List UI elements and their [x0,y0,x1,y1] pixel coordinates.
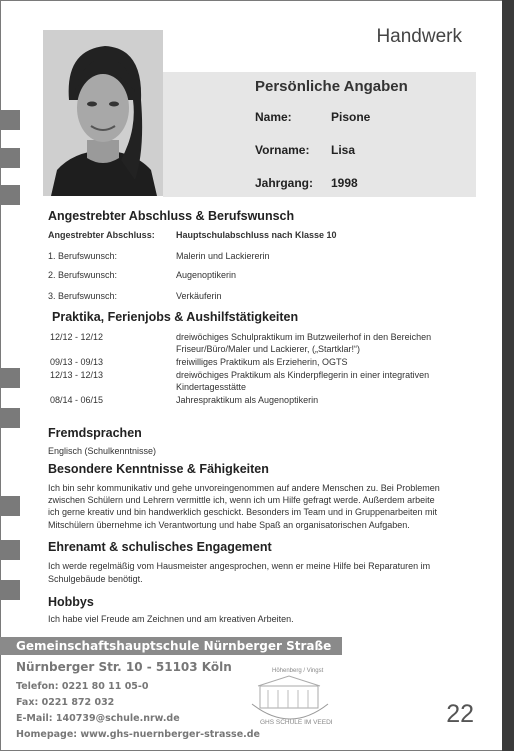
year-value: 1998 [331,176,358,190]
school-email[interactable]: E-Mail: 140739@schule.nrw.de [16,713,180,724]
edge-tab [0,496,20,516]
wish-label: 2. Berufswunsch: [48,270,118,280]
degree-label: Angestrebter Abschluss: [48,230,155,240]
category-title: Handwerk [376,26,462,47]
skills-title: Besondere Kenntnisse & Fähigkeiten [48,462,269,476]
edge-tab [0,185,20,205]
volunteer-title: Ehrenamt & schulisches Engagement [48,540,272,554]
skills-line: ich gerne kreativ und bin handwerklich geschickt. Besonders im Team und in Gruppenarbeiten mit [48,507,438,517]
wish-label: 3. Berufswunsch: [48,291,118,301]
logo-top-text: Höhenberg / Vingst [272,668,324,674]
volunteer-line: Schulgebäude benötigt. [48,574,143,584]
skills-line: zwischen Schülern und Lehrern vermittle ich, wenn ich um Hilfe gefragt werde. Außerdem arbeite [48,495,435,505]
year-label: Jahrgang: [255,176,314,190]
hobbies-title: Hobbys [48,595,94,609]
goal-title: Angestrebter Abschluss & Berufswunsch [48,209,295,223]
internship-text: dreiwöchiges Praktikum als Kinderpflegerin in einer integrativen [176,370,430,380]
personal-info-box [163,72,476,197]
hobbies-text: Ich habe viel Freude am Zeichnen und am kreativen Arbeiten. [48,614,294,624]
internship-text: dreiwöchiges Schulpraktikum im Butzweilerhof in den Bereichen [176,332,432,342]
personal-title: Persönliche Angaben [255,78,408,95]
school-address: Nürnberger Str. 10 - 51103 Köln [16,660,232,674]
internship-text: freiwilliges Praktikum als Erzieherin, OGTS [176,357,348,367]
edge-tab [0,148,20,168]
internships-title: Praktika, Ferienjobs & Aushilfstätigkeiten [52,310,299,324]
page-edge-strip [502,0,514,751]
school-name-bar [0,637,342,655]
edge-tab [0,110,20,130]
edge-tab [0,580,20,600]
volunteer-line: Ich werde regelmäßig vom Hausmeister angesprochen, wenn er meine Hilfe bei Reparaturen im [48,561,431,571]
internship-text: Friseur/Büro/Maler und Lackierer, („Startklar!“) [176,344,361,354]
school-fax: Fax: 0221 872 032 [16,697,115,708]
edge-tab [0,540,20,560]
school-homepage[interactable]: Homepage: www.ghs-nuernberger-strasse.de [16,729,260,740]
internship-date: 12/13 - 12/13 [50,370,104,380]
wish-value: Malerin und Lackiererin [176,251,270,261]
internship-text: Kindertagesstätte [176,382,247,392]
logo-bottom-text: GHS SCHULE IM VEEDEL [260,719,332,726]
languages-text: Englisch (Schulkenntnisse) [48,446,157,456]
school-phone: Telefon: 0221 80 11 05-0 [16,681,149,692]
skills-line: Ich bin sehr kommunikativ und gehe unvoreingenommen auf andere Menschen zu. Bei Problemen [48,483,440,493]
internship-date: 12/12 - 12/12 [50,332,104,342]
school-logo [248,664,332,734]
skills-line: Mitschülern übernehme ich Verantwortung und habe Spaß an organisatorischen Aufgaben. [48,520,410,530]
internship-date: 08/14 - 06/15 [50,395,104,405]
name-value: Pisone [331,110,371,124]
wish-label: 1. Berufswunsch: [48,251,118,261]
firstname-value: Lisa [331,143,356,157]
school-name: Gemeinschaftshauptschule Nürnberger Straße [16,639,332,653]
wish-value: Verkäuferin [176,291,222,301]
wish-value: Augenoptikerin [176,270,237,280]
edge-tab [0,408,20,428]
internship-date: 09/13 - 09/13 [50,357,104,367]
portrait-photo [43,30,163,196]
name-label: Name: [255,110,292,124]
firstname-label: Vorname: [255,143,310,157]
degree-value: Hauptschulabschluss nach Klasse 10 [176,230,337,240]
edge-tab [0,368,20,388]
languages-title: Fremdsprachen [48,426,142,440]
page-number: 22 [446,700,474,728]
internship-text: Jahrespraktikum als Augenoptikerin [176,395,319,405]
